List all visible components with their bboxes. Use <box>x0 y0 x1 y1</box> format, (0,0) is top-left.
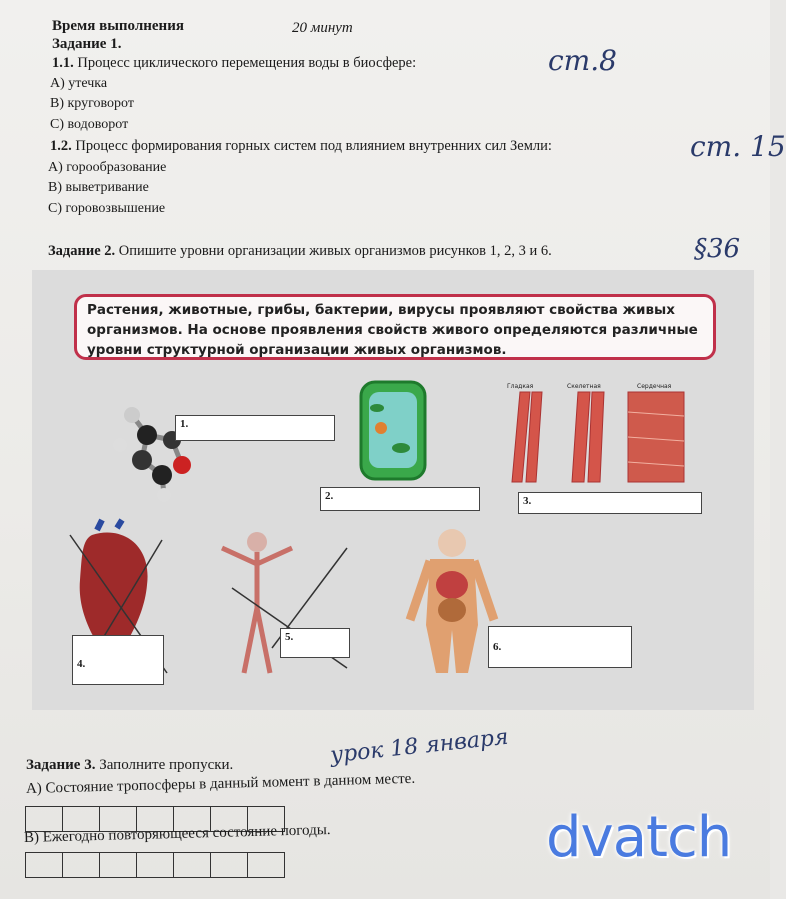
task2-line <box>48 243 552 260</box>
task1-q2 <box>50 138 552 155</box>
answer-cell[interactable] <box>99 852 137 878</box>
task2-title: Задание 2. <box>48 243 116 259</box>
answer-cell[interactable] <box>62 852 100 878</box>
muscle-tissue-illustration <box>500 392 700 487</box>
task1-q2-option-c: С) горовозвышение <box>48 201 166 216</box>
time-value: 20 минут <box>292 20 353 36</box>
levels-figure <box>32 270 754 710</box>
muscle-label-skeletal: Скелетная <box>567 383 601 390</box>
handwritten-note-1: ст.8 <box>548 44 617 77</box>
answer-cell[interactable] <box>210 852 248 878</box>
handwritten-note-3: §36 <box>694 234 741 264</box>
task1-q2-number: 1.2. <box>50 138 72 154</box>
answer-box-3[interactable]: 3. <box>518 492 702 514</box>
answer-box-4[interactable]: 4. <box>72 635 164 685</box>
answer-cell[interactable] <box>25 852 63 878</box>
muscle-label-cardiac: Сердечная <box>637 383 672 390</box>
task1-q1-option-b: В) круговорот <box>50 96 134 111</box>
task1-q1-option-c: С) водоворот <box>50 117 129 132</box>
answer-box-1[interactable]: 1. <box>175 415 335 441</box>
time-label: Время выполнения <box>52 18 184 34</box>
answer-cell[interactable] <box>247 852 285 878</box>
plant-cell-illustration <box>357 378 429 483</box>
task3-instruction: Заполните пропуски. <box>99 757 234 773</box>
info-callout: Растения, животные, грибы, бактерии, вирусы проявляют свойства живых организмов. На основе проявления свойств живого определяются различные уровни структурной организации живых организмов. <box>74 294 716 360</box>
task3-question-a: А) Состояние тропосферы в данный момент в данном месте. <box>25 770 416 797</box>
task1-q1 <box>52 55 416 72</box>
answer-box-5[interactable]: 5. <box>280 628 350 658</box>
answer-cells-b <box>26 852 285 878</box>
answer-box-6[interactable]: 6. <box>488 626 632 668</box>
task1-q2-option-b: В) выветривание <box>48 180 149 195</box>
answer-cell[interactable] <box>173 852 211 878</box>
answer-cell[interactable] <box>25 806 63 832</box>
task3-question-b: В) Ежегодно повторяющееся состояние погоды. <box>23 821 331 846</box>
muscle-label-smooth: Гладкая <box>507 383 534 390</box>
answer-cell[interactable] <box>136 852 174 878</box>
handwritten-note-2: ст. 15 <box>690 130 786 163</box>
task1-q1-text: Процесс циклического перемещения воды в биосфере: <box>77 55 417 71</box>
task2-text: Опишите уровни организации живых организмов рисунков 1, 2, 3 и 6. <box>118 243 552 259</box>
human-organs-illustration <box>402 525 502 675</box>
handwritten-note-4: урок 18 января <box>329 724 510 769</box>
task1-title: Задание 1. <box>52 36 122 52</box>
task3-title: Задание 3. <box>26 757 96 773</box>
watermark-logo: dvatch <box>546 805 732 870</box>
task1-q1-option-a: А) утечка <box>50 76 108 91</box>
task3-line <box>26 757 233 774</box>
answer-box-2[interactable]: 2. <box>320 487 480 511</box>
task1-q2-text: Процесс формирования горных систем под влиянием внутренних сил Земли: <box>75 138 552 154</box>
molecule-illustration <box>102 395 212 505</box>
task1-q2-option-a: А) горообразование <box>48 160 167 175</box>
task1-q1-number: 1.1. <box>52 55 74 71</box>
